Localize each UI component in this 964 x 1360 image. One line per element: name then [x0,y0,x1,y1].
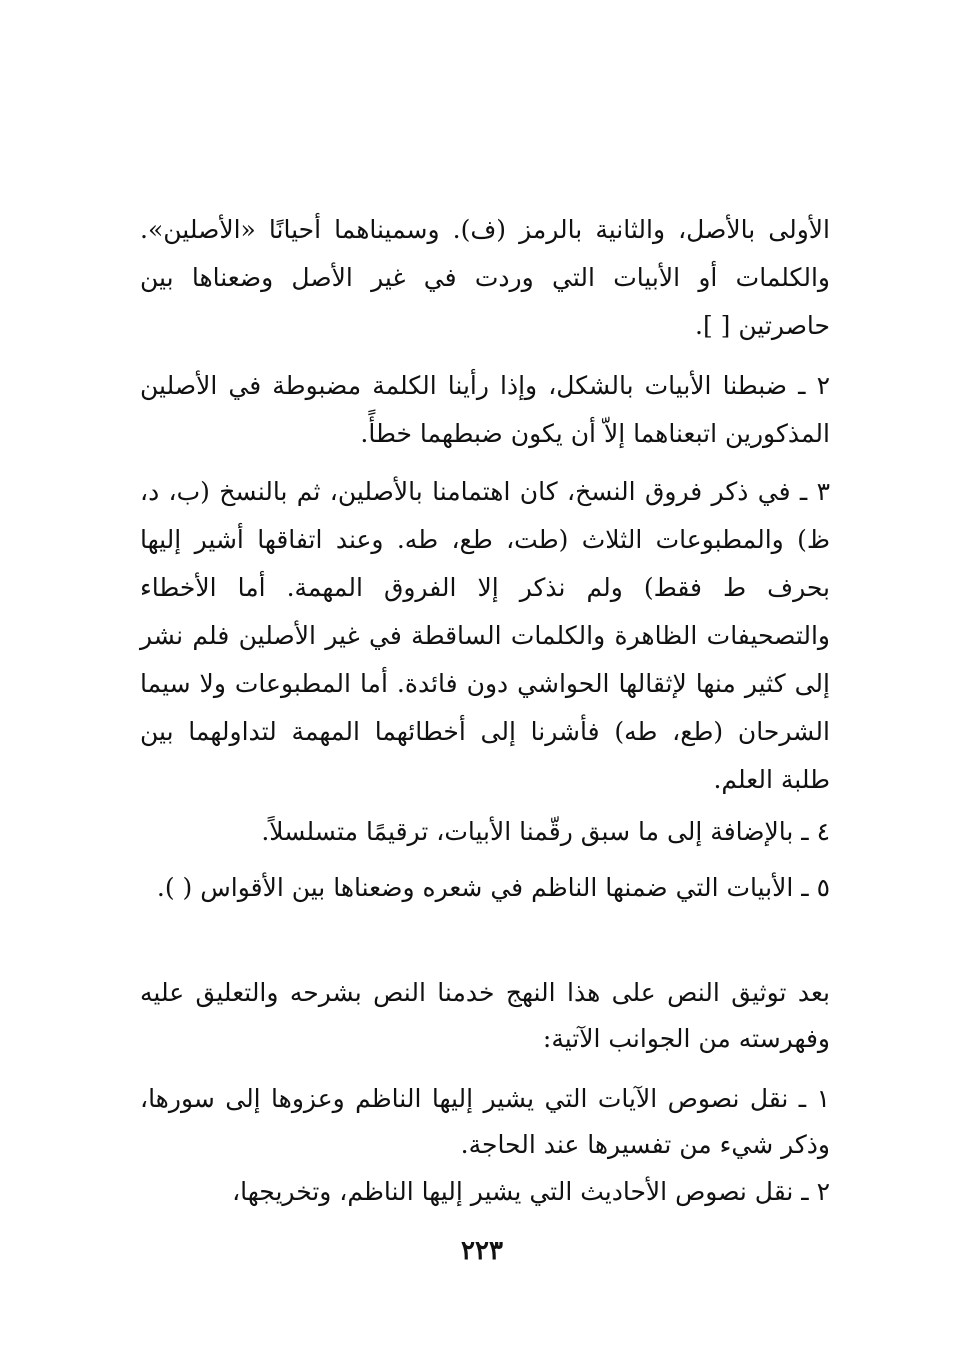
list-item-1-quran-verses: ١ ـ نقل نصوص الآيات التي يشير إليها الناظم وعزوها إلى سورها، وذكر شيء من تفسيرها عند الحاجة. [140,1084,830,1159]
list-item-4-verse-numbering: ٤ ـ بالإضافة إلى ما سبق رقّمنا الأبيات، ترقيمًا متسلسلاً. [261,817,830,846]
list-item-2-diacritics: ٢ ـ ضبطنا الأبيات بالشكل، وإذا رأينا الكلمة مضبوطة في الأصلين المذكورين اتبعناهما إلاّ أن يكون ضبطهما خطأً. [140,371,830,448]
list-item-2-hadith: ٢ ـ نقل نصوص الأحاديث التي يشير إليها الناظم، وتخريجها، [232,1177,830,1206]
page-number: ٢٢٣ [461,1236,503,1266]
list-item-5-quoted-verses: ٥ ـ الأبيات التي ضمنها الناظم في شعره وضعناها بين الأقواس ( ). [156,873,830,902]
paragraph-intro: الأولى بالأصل، والثانية بالرمز (ف). وسميناهما أحيانًا «الأصلين». والكلمات أو الأبيات التي وردت في غير الأصل وضعناها بين حاصرتين [ ]. [140,215,830,340]
list-item-3-manuscript-variants: ٣ ـ في ذكر فروق النسخ، كان اهتمامنا بالأصلين، ثم بالنسخ (ب، د، ظ) والمطبوعات الثلاث (طت، طع، طه. وعند اتفاقها أشير إليها بحرف ط فقط) ولم نذكر إلا الفروق المهمة. أما الأخطاء والتصحيفات الظاهرة والكلمات الساقطة في غير الأصلين فلم نشر إلى كثير منها لإثقالها الحواشي دون فائدة. أما المطبوعات ولا سيما الشرحان (طع، طه) فأشرنا إلى أخطائهما المهمة لتداولهما بين طلبة العلم. [140,477,830,794]
paragraph-commentary-intro: بعد توثيق النص على هذا النهج خدمنا النص بشرحه والتعليق عليه وفهرسته من الجوانب الآتية: [140,978,830,1053]
